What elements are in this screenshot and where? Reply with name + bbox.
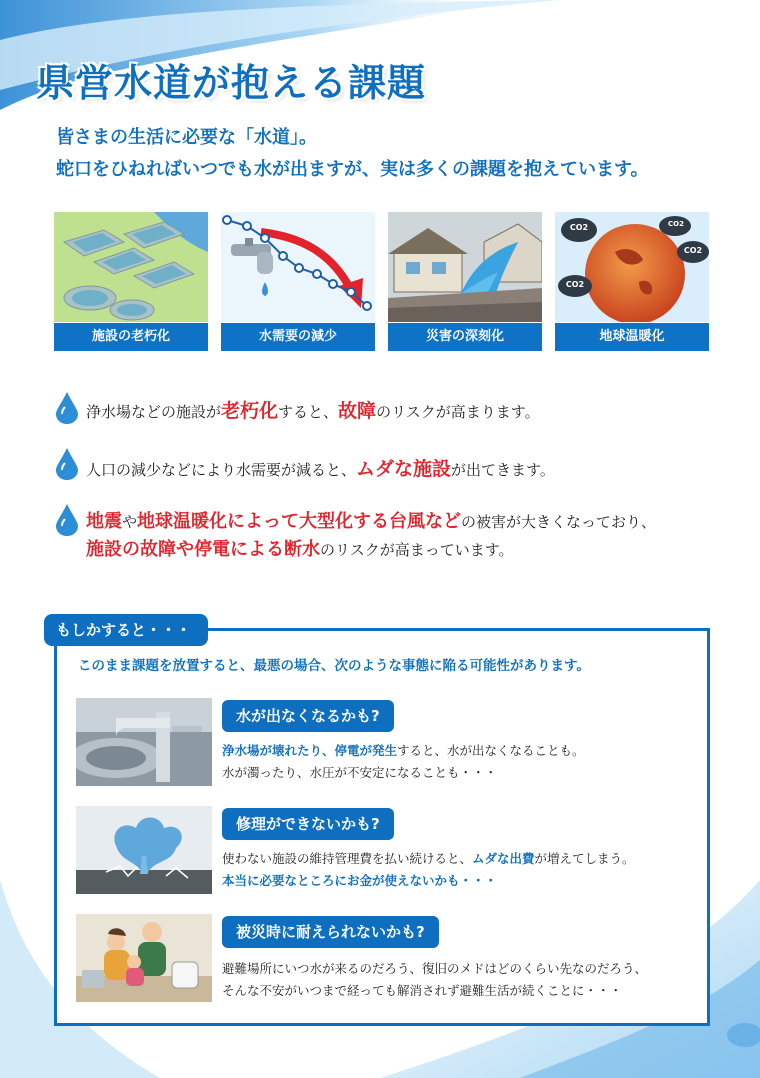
no-water-text: すると、水が出なくなることも。 (397, 743, 585, 758)
issue-tiles (54, 212, 710, 352)
flood-disaster-icon (388, 212, 542, 322)
cant-repair-line-2: 本当に必要なところにお金が使えないかも・・・ (222, 873, 498, 888)
issue-emphasis: 地震 (86, 511, 122, 532)
issue-line (86, 508, 656, 536)
disaster-endure-line-2: そんな不安がいつまで経っても解消されず避難生活が続くことに・・・ (222, 983, 623, 998)
issue-text-part: のリスクが高まります。 (376, 403, 540, 421)
issue-text-part: 浄水場などの施設が (86, 403, 222, 421)
issue-emphasis: 地球温暖化によって大型化する台風など (137, 511, 462, 532)
tile-disaster (388, 212, 542, 351)
heading-no-water: 水が出なくなるかも? (222, 700, 394, 732)
intro-text (56, 122, 649, 186)
cant-repair-text: 使わない施設の維持管理費を払い続けると、 (222, 851, 473, 866)
water-drop-icon (56, 504, 78, 536)
burst-pipe-image (76, 806, 212, 894)
co2-cloud-label: CO2 (569, 223, 589, 232)
heading-cant-repair: 修理ができないかも? (222, 808, 394, 840)
evacuation-family-icon (76, 914, 212, 1002)
cant-repair-body (222, 848, 635, 892)
water-drop-icon (56, 448, 78, 480)
no-water-line-2: 水が濁ったり、水圧が不安定になることも・・・ (222, 765, 498, 780)
burst-pipe-icon (76, 806, 212, 894)
box-tab-label: もしかすると・・・ (44, 614, 208, 646)
cant-repair-emphasis: ムダな出費 (472, 851, 535, 866)
disaster-endure-line-1: 避難場所にいつ水が来るのだろう、復旧のメドはどのくらい先なのだろう、 (222, 961, 648, 976)
issue-text-part: すると、 (278, 403, 339, 421)
issue-emphasis: 施設の故障や停電による断水 (86, 539, 320, 560)
water-drop-icon (56, 392, 78, 424)
no-water-body (222, 740, 585, 784)
issue-text-part: の被害が大きくなっており、 (461, 513, 657, 531)
tile-label: 水需要の減少 (221, 323, 375, 351)
tile-aging-facilities (54, 212, 208, 351)
issue-text-part: のリスクが高まっています。 (320, 541, 514, 559)
water-treatment-plant-icon (54, 212, 208, 322)
cant-repair-line-1 (222, 848, 635, 870)
tile-label: 施設の老朽化 (54, 323, 208, 351)
cant-repair-text: が増えてしまう。 (534, 851, 635, 866)
intro-line-2: 蛇口をひねればいつでも水が出ますが、実は多くの課題を抱えています。 (56, 159, 649, 180)
no-water-emphasis: 浄水場が壊れたり、停電が発生 (222, 743, 398, 758)
issue-emphasis: 故障 (338, 400, 377, 422)
box-lead-text: このまま課題を放置すると、最悪の場合、次のような事態に陥る可能性があります。 (78, 658, 590, 674)
tile-demand-decline (221, 212, 375, 351)
issue-line (86, 536, 656, 564)
co2-cloud-label: CO2 (668, 220, 684, 228)
tile-global-warming (555, 212, 709, 351)
issue-emphasis: 老朽化 (221, 400, 279, 422)
tile-label: 災害の深刻化 (388, 323, 542, 351)
no-water-line-1 (222, 740, 585, 762)
faucet-sink-image (76, 698, 212, 786)
faucet-decline-chart-icon (221, 212, 375, 322)
heading-disaster-endure: 被災時に耐えられないかも? (222, 916, 439, 948)
issue-emphasis: ムダな施設 (356, 458, 452, 480)
disaster-endure-body (222, 958, 647, 1002)
faucet-sink-icon (76, 698, 212, 786)
co2-cloud-label: CO2 (565, 280, 585, 289)
issue-text-part: 人口の減少などにより水需要が減ると、 (86, 461, 357, 479)
page-title: 県営水道が抱える課題 (36, 61, 427, 105)
intro-line-1: 皆さまの生活に必要な「水道」。 (56, 127, 317, 148)
co2-cloud-label: CO2 (683, 246, 703, 255)
issue-text-part: や (122, 513, 138, 531)
tile-label: 地球温暖化 (555, 323, 709, 351)
issue-text-part: が出てきます。 (451, 461, 555, 479)
evacuation-family-image (76, 914, 212, 1002)
